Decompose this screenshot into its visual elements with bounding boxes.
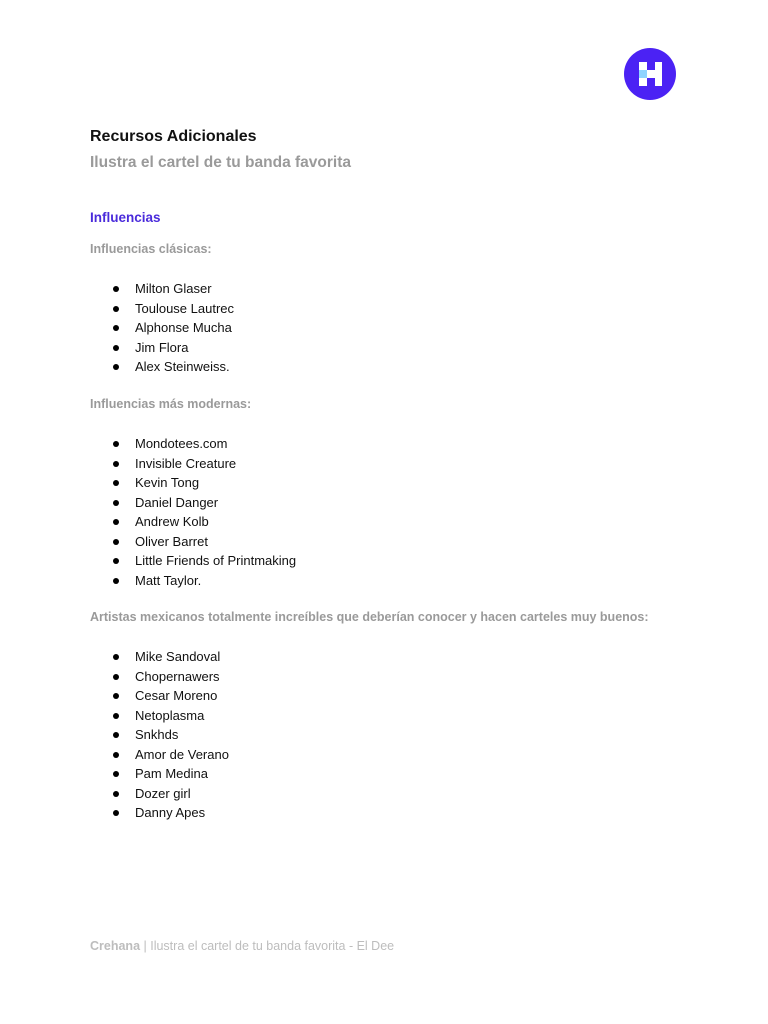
list-mexicanos xyxy=(90,647,229,823)
list-item-text: Cesar Moreno xyxy=(135,688,218,703)
list-clasicas xyxy=(90,279,234,377)
list-item-text: Kevin Tong xyxy=(135,475,200,490)
section-heading-influencias: Influencias xyxy=(90,210,161,225)
list-item-text: Mondotees.com xyxy=(135,436,228,451)
bullet-icon xyxy=(113,674,119,680)
list-item xyxy=(90,512,296,532)
list-modernas xyxy=(90,434,296,590)
group-label-mexicanos: Artistas mexicanos totalmente increíbles que deberían conocer y hacen carteles muy buenos: xyxy=(90,610,649,624)
list-item xyxy=(90,706,229,726)
bullet-icon xyxy=(113,771,119,777)
bullet-icon xyxy=(113,519,119,525)
document-subtitle: Ilustra el cartel de tu banda favorita xyxy=(90,154,351,171)
bullet-icon xyxy=(113,364,119,370)
list-item-text: Danny Apes xyxy=(135,805,206,820)
list-item xyxy=(90,279,234,299)
list-item-text: Jim Flora xyxy=(135,339,189,355)
group-label-clasicas: Influencias clásicas: xyxy=(90,242,212,256)
list-item xyxy=(90,784,229,804)
list-item xyxy=(90,745,229,765)
list-item xyxy=(90,493,296,513)
bullet-icon xyxy=(113,325,119,331)
list-item-text: Little Friends of Printmaking xyxy=(135,553,297,568)
bullet-icon xyxy=(113,286,119,292)
bullet-icon xyxy=(113,810,119,816)
list-item-text: Alex Steinweiss. xyxy=(135,359,230,374)
list-item xyxy=(90,338,234,358)
bullet-icon xyxy=(113,693,119,699)
list-item xyxy=(90,357,234,377)
list-item xyxy=(90,647,229,667)
list-item-text: Pam Medina xyxy=(135,766,208,781)
bullet-icon xyxy=(113,500,119,506)
list-item xyxy=(90,299,234,319)
bullet-icon xyxy=(113,713,119,719)
list-item xyxy=(90,434,296,454)
list-item xyxy=(90,532,296,552)
bullet-icon xyxy=(113,732,119,738)
list-item-text: Matt Taylor. xyxy=(135,572,202,588)
bullet-icon xyxy=(113,654,119,660)
list-item-text: Snkhds xyxy=(135,727,179,742)
list-item xyxy=(90,551,296,571)
list-item-text: Milton Glaser xyxy=(135,281,212,296)
bullet-icon xyxy=(113,752,119,758)
list-item xyxy=(90,473,296,493)
bullet-icon xyxy=(113,306,119,312)
list-item xyxy=(90,803,229,823)
list-item xyxy=(90,725,229,745)
crehana-logo-icon xyxy=(624,48,676,100)
footer-text: Ilustra el cartel de tu banda favorita - El Dee xyxy=(150,939,395,953)
list-item-text: Daniel Danger xyxy=(135,494,219,510)
list-item xyxy=(90,454,296,474)
list-item-text: Oliver Barret xyxy=(135,533,208,549)
list-item-text: Mike Sandoval xyxy=(135,649,221,664)
bullet-icon xyxy=(113,578,119,584)
list-item xyxy=(90,318,234,338)
page-footer xyxy=(90,939,394,953)
document-title: Recursos Adicionales xyxy=(90,128,257,145)
bullet-icon xyxy=(113,480,119,486)
list-item-text: Alphonse Mucha xyxy=(135,320,232,335)
list-item-text: Invisible Creature xyxy=(135,455,237,471)
list-item-text: Andrew Kolb xyxy=(135,514,209,529)
bullet-icon xyxy=(113,558,119,564)
bullet-icon xyxy=(113,461,119,467)
bullet-icon xyxy=(113,345,119,351)
group-label-modernas: Influencias más modernas: xyxy=(90,397,252,411)
list-item xyxy=(90,571,296,591)
list-item xyxy=(90,764,229,784)
list-item-text: Toulouse Lautrec xyxy=(135,300,235,316)
bullet-icon xyxy=(113,539,119,545)
footer-brand: Crehana xyxy=(90,939,141,953)
list-item xyxy=(90,686,229,706)
list-item-text: Dozer girl xyxy=(135,785,191,801)
list-item xyxy=(90,667,229,687)
list-item-text: Amor de Verano xyxy=(135,746,229,762)
list-item-text: Netoplasma xyxy=(135,707,205,723)
footer-separator: | xyxy=(140,939,151,953)
bullet-icon xyxy=(113,441,119,447)
list-item-text: Chopernawers xyxy=(135,668,220,684)
bullet-icon xyxy=(113,791,119,797)
